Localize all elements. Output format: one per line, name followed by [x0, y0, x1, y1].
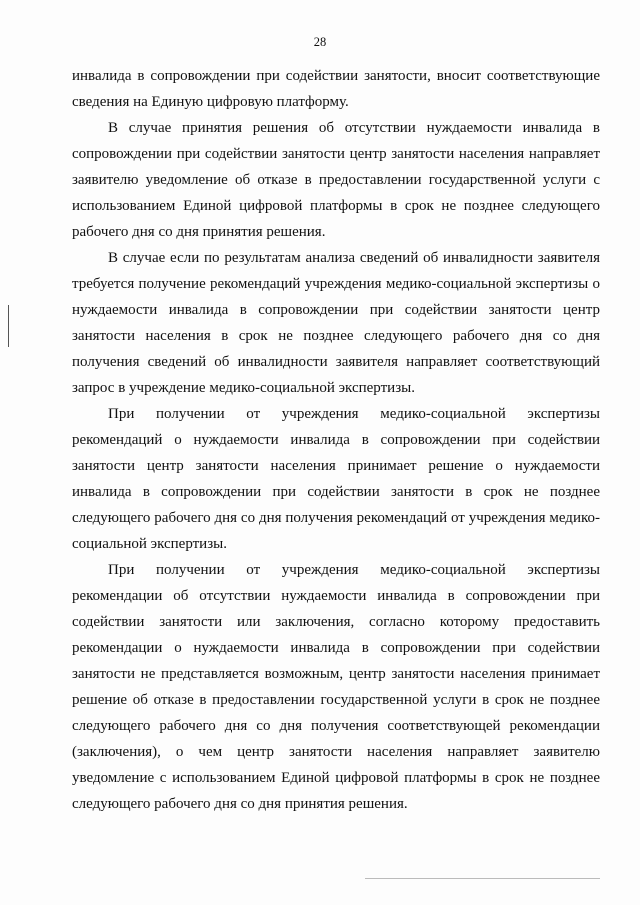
scan-margin-mark — [8, 305, 9, 347]
paragraph-mse-recommendation-no-need: При получении от учреждения медико-социальной экспертизы рекомендации об отсутствии нуждаемости инвалида в сопровождении при содействии занятости или заключения, согласно которому предоставить рекомендации о нуждаемости инвалида в сопровождении при содействии занятости не представляется возможным, центр занятости населения принимает решение об отказе в предоставлении государственной услуги в срок не позднее следующего рабочего дня со дня получения соответствующей рекомендации (заключения), о чем центр занятости населения направляет заявителю уведомление с использованием Единой цифровой платформы в срок не позднее следующего рабочего дня со дня принятия решения. — [72, 562, 600, 812]
paragraph-continuation: инвалида в сопровождении при содействии занятости, вносит соответствующие сведения на Единую цифровую платформу. — [72, 68, 600, 110]
paragraph-refusal-notice: В случае принятия решения об отсутствии нуждаемости инвалида в сопровождении при содействии занятости центр занятости населения направляет заявителю уведомление об отказе в предоставлении государственной услуги с использованием Единой цифровой платформы в срок не позднее следующего рабочего дня со дня принятия решения. — [72, 120, 600, 240]
document-body — [72, 63, 600, 817]
page-number: 28 — [313, 35, 327, 49]
paragraph-mse-recommendation-need: При получении от учреждения медико-социальной экспертизы рекомендаций о нуждаемости инвалида в сопровождении при содействии занятости центр занятости населения принимает решение о нуждаемости инвалида в сопровождении при содействии занятости в срок не позднее следующего рабочего дня со дня получения рекомендаций от учреждения медико-социальной экспертизы. — [72, 406, 600, 552]
bottom-scan-rule — [365, 878, 600, 879]
paragraph-mse-request: В случае если по результатам анализа сведений об инвалидности заявителя требуется получение рекомендаций учреждения медико-социальной экспертизы о нуждаемости инвалида в сопровождении при содействии занятости центр занятости населения в срок не позднее следующего рабочего дня со дня получения сведений об инвалидности заявителя направляет соответствующий запрос в учреждение медико-социальной экспертизы. — [72, 250, 600, 396]
